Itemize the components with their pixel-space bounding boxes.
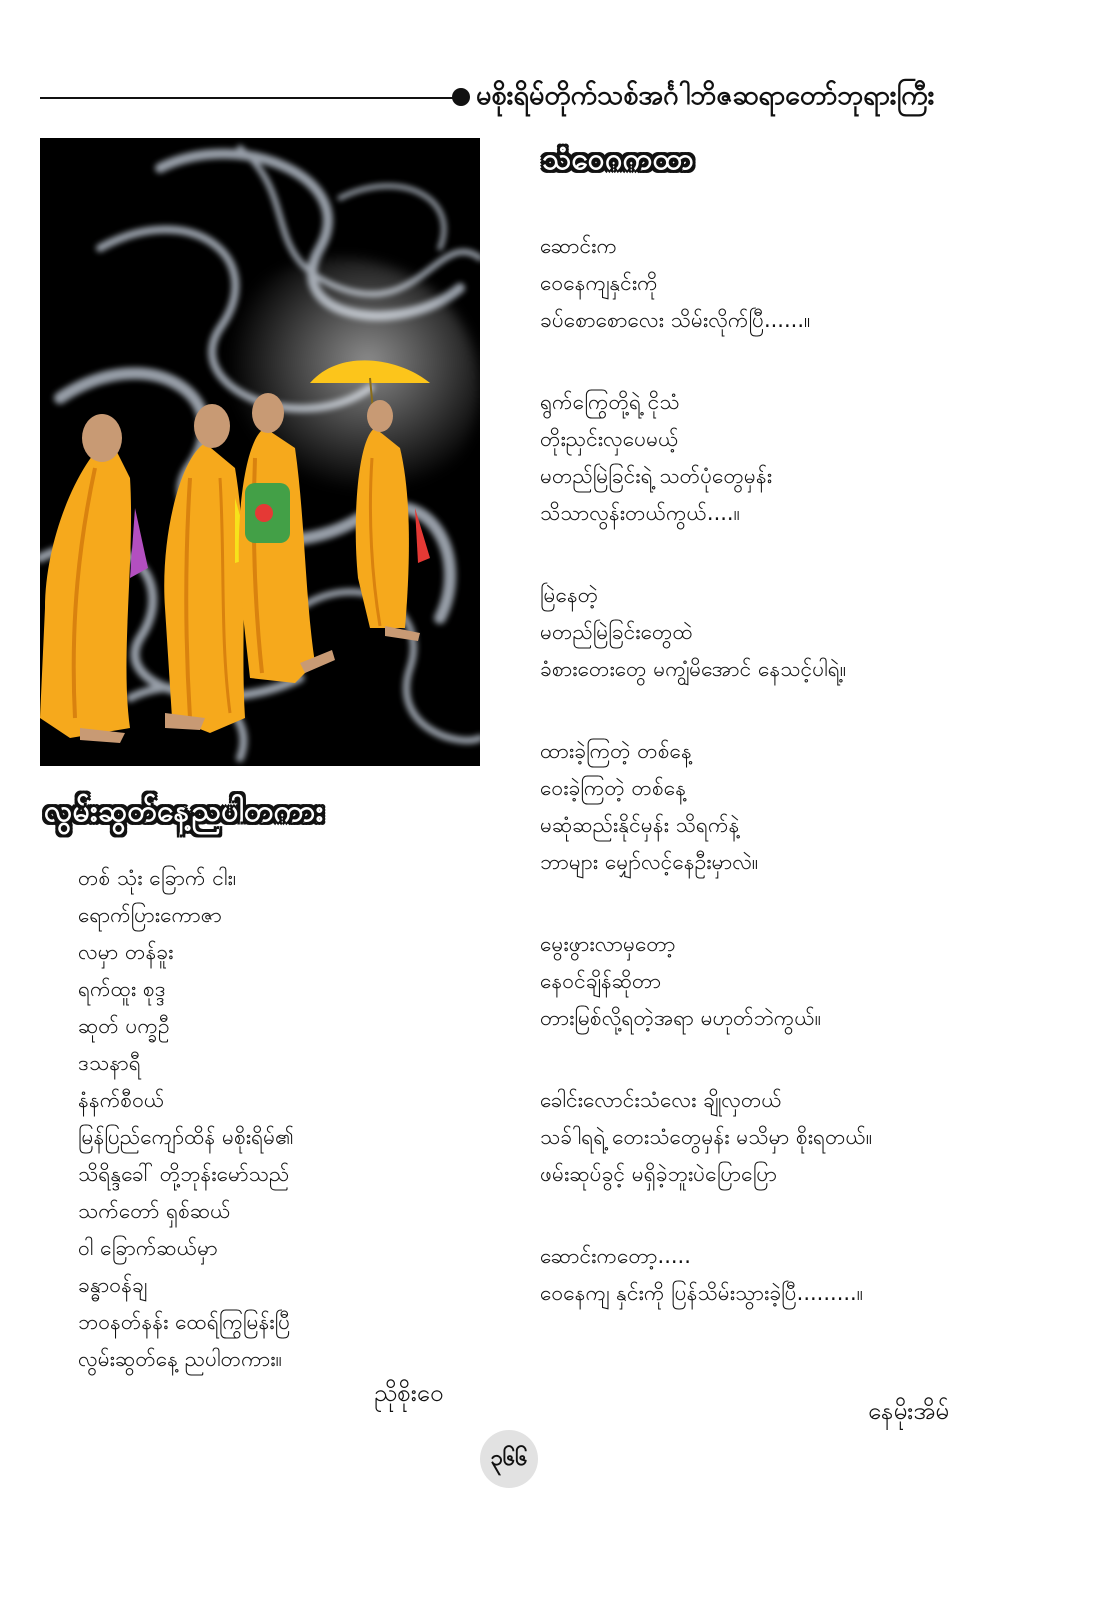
- stanza-gap: [540, 1193, 872, 1238]
- poem-body-right: [540, 228, 872, 1312]
- header-rule: [40, 97, 458, 99]
- poem-line: သိသာလွန်းတယ်ကွယ်....။: [540, 501, 740, 525]
- poem-line: ဝါ ခြောက်ဆယ်မှာ: [78, 1236, 218, 1260]
- stanza-gap: [540, 881, 872, 926]
- poem-line: ဆောင်းက: [540, 234, 618, 258]
- poem-body-left: [78, 860, 294, 1378]
- poem-line: ခန္ဓာဝန်ချ: [78, 1273, 148, 1297]
- poem-line: သိရိန္ဒခေါ် တို့ဘုန်းမော်သည်: [78, 1162, 290, 1186]
- poem-line: ဖမ်းဆုပ်ခွင့် မရှိခဲ့ဘူးပဲပြောပြော: [540, 1162, 778, 1186]
- poem-line: တားမြစ်လို့ရတဲ့အရာ မဟုတ်ဘဲကွယ်။: [540, 1006, 822, 1030]
- poem-line: မွေးဖွားလာမှတော့: [540, 932, 676, 956]
- poem-line: မဆုံဆည်းနိုင်မှန်း သိရက်နဲ့: [540, 813, 740, 837]
- poem-line: မတည်မြဲခြင်းတွေထဲ: [540, 620, 693, 644]
- poem-line: ဝေနေကျနှင်းကို: [540, 271, 658, 295]
- poem-author-right: နေမိုးအိမ်: [868, 1397, 949, 1425]
- monks-walking-with-umbrella-image: [40, 138, 480, 766]
- poem-line: တစ် သုံး ခြောက် ငါး၊: [78, 866, 237, 890]
- poem-line: လမှာ တန်ခူး: [78, 940, 174, 964]
- stanza-gap: [540, 1037, 872, 1082]
- poem-line: ဘဝနတ်နန်း ထေရ်ကြွမြန်းပြီ: [78, 1310, 291, 1334]
- poem-title-samvega: သံဝေဂကထာ: [542, 142, 695, 177]
- page-number-badge: ၃၆၆: [480, 1430, 538, 1488]
- poem-line: ခပ်စောစောလေး သိမ်းလိုက်ပြီ......။: [540, 308, 811, 332]
- poem-line: နေဝင်ချိန်ဆိုတာ: [540, 969, 662, 993]
- bullet-dot-icon: [452, 88, 470, 106]
- stanza-gap: [540, 532, 872, 577]
- poem-line: သက်တော် ရှစ်ဆယ်: [78, 1199, 231, 1223]
- poem-line: ဆုတ် ပက္ခဦ: [78, 1014, 170, 1038]
- poem-line: နံနက်စီဝယ်: [78, 1088, 165, 1112]
- poem-line: ဆောင်းကတော့.....: [540, 1244, 691, 1268]
- poem-line: ခံစားတေးတွေ မကျွံမိအောင် နေသင့်ပါရဲ့။: [540, 657, 847, 681]
- stanza-gap: [540, 688, 872, 733]
- poem-line: လွမ်းဆွတ်နေ့ ညပါတကား။: [78, 1347, 282, 1371]
- poem-line: ဝေနေကျ နှင်းကို ပြန်သိမ်းသွားခဲ့ပြီ.........။: [540, 1281, 864, 1305]
- poem-line: ခေါင်းလောင်းသံလေး ချိုလှတယ်: [540, 1088, 782, 1112]
- poem-line: မြန်ပြည်ကျော်ထိန် မစိုးရိမ်၏: [78, 1125, 294, 1149]
- poem-line: ရက်ထူး စုဒ္ဒ: [78, 977, 166, 1001]
- running-header-title: မစိုးရိမ်တိုက်သစ်အင်္ဂါဘိဇဆရာတော်ဘုရားကြီး: [476, 80, 935, 111]
- poem-line: သခ်ါရရဲ့ တေးသံတွေမှန်း မသိမှာ စိုးရတယ်။: [540, 1125, 873, 1149]
- poem-line: မြဲနေတဲ့: [540, 583, 599, 607]
- poem-line: ရွက်ကြွေတို့ရဲ့ ငိုသံ: [540, 390, 680, 414]
- poem-line: ဒသနာရီ: [78, 1051, 141, 1075]
- poem-author-left: ညိုစိုးဝေ: [374, 1379, 444, 1407]
- poem-line: ဘာများ မျှော်လင့်နေဦးမှာလဲ။: [540, 850, 759, 874]
- poem-line: ဝေးခဲ့ကြတဲ့ တစ်နေ့: [540, 776, 687, 800]
- poem-line: ထားခဲ့ကြတဲ့ တစ်နေ့: [540, 739, 692, 763]
- stanza-gap: [540, 339, 872, 384]
- poem-line: မတည်မြဲခြင်းရဲ့ သတ်ပုံတွေမှန်း: [540, 464, 773, 488]
- poem-line: တိုးညှင်းလှပေမယ့်: [540, 427, 679, 451]
- poem-title-lwan-swat: လွမ်းဆွတ်နေ့ညပါတကား: [44, 794, 324, 829]
- poem-line: ရောက်ပြားကောဇာ: [78, 903, 222, 927]
